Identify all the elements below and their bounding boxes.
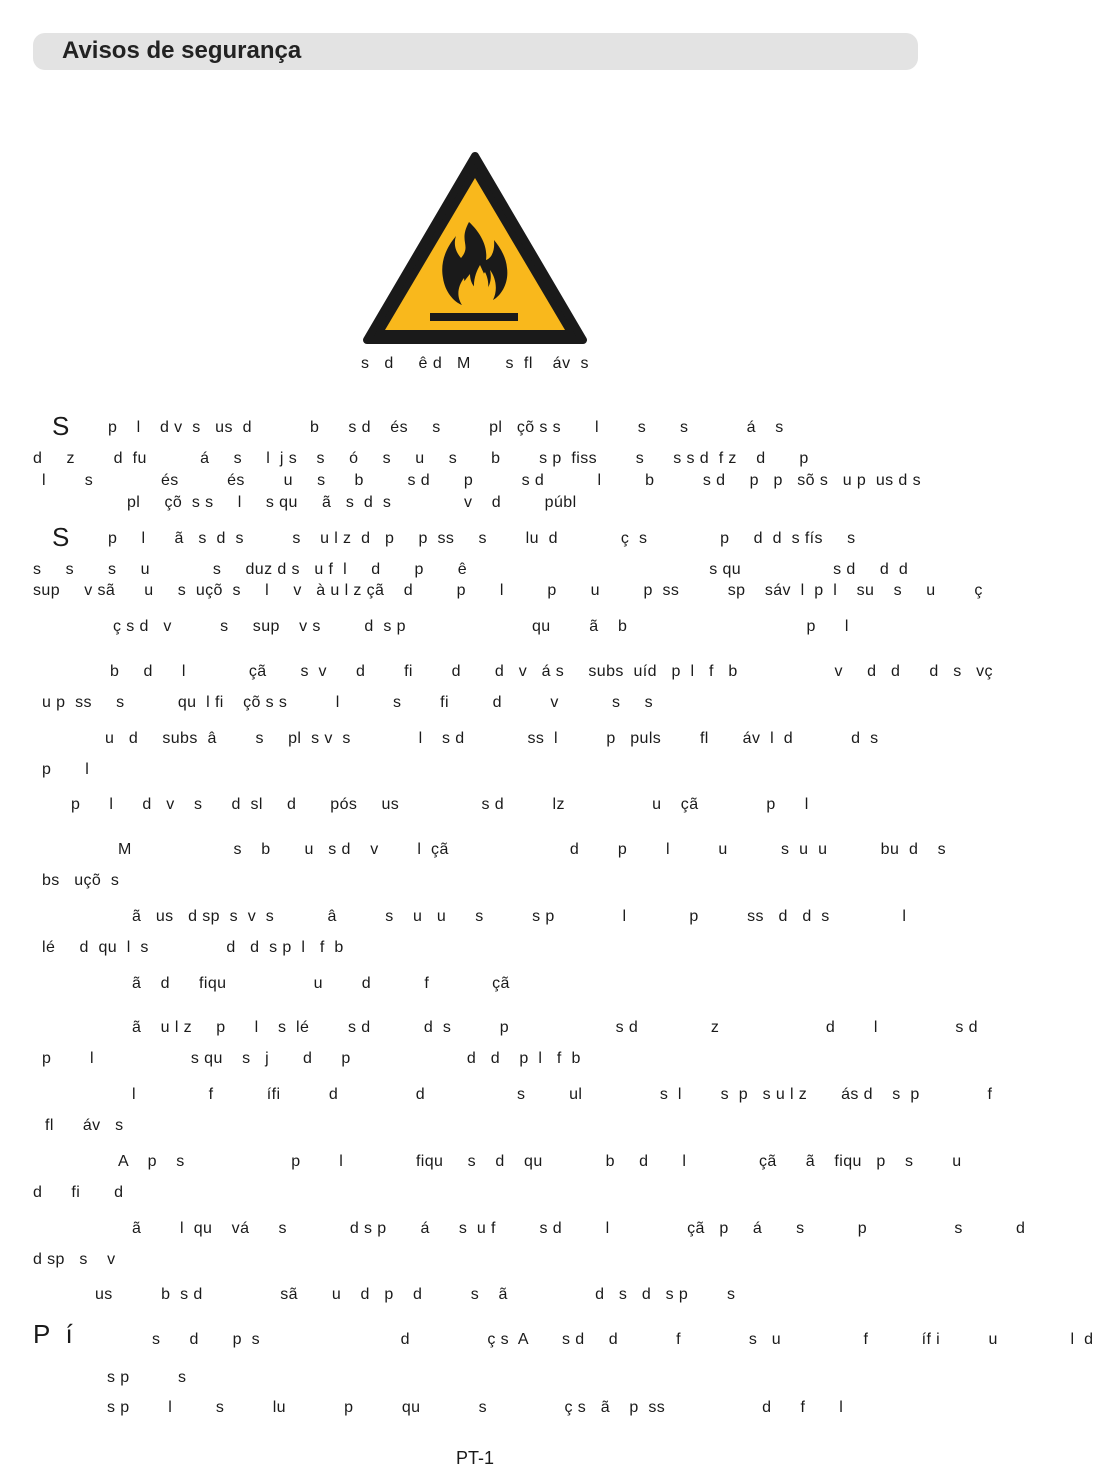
text-line: bs uçõ s: [42, 872, 120, 889]
text-line: ç s d v s sup v s d s p qu ã b p l: [113, 618, 849, 635]
text-line: s s s u s duz d s u f l d p ê s qu s d d d: [33, 561, 909, 578]
text-line: ã us d sp s v s â s u u s s p l p ss d d s l: [132, 908, 907, 925]
text-line: p l d v s d sl d pós us s d lz u çã p l: [71, 796, 809, 813]
text-line: us b s d sã u d p d s ã d s d s p s: [95, 1286, 736, 1303]
paragraph-initial: S: [52, 522, 70, 552]
text-line: s p l s lu p qu s ç s ã p ss d f l: [107, 1399, 844, 1416]
text-line: p l ã s d s s u l z d p p ss s lu d ç s p d d s fís s: [108, 530, 856, 547]
text-line: s d p s d ç s A s d d f s u f íf i u l d: [152, 1331, 1093, 1348]
text-line: u d subs â s pl s v s l s d ss l p puls fl áv l d d s: [105, 730, 879, 747]
text-line: s p s: [107, 1369, 187, 1386]
section-title: Avisos de segurança: [62, 37, 302, 64]
text-line: d fi d: [33, 1184, 124, 1201]
text-line: sup v sã u s uçõ s l v à u l z çã d p l p u p ss sp sáv l p l su s u ç: [33, 582, 983, 599]
text-line: p l d v s us d b s d és s pl çõ s s l s s á s: [108, 419, 784, 436]
paragraph-initial: S: [52, 411, 70, 441]
text-line: fl áv s: [45, 1117, 124, 1134]
text-line: d sp s v: [33, 1251, 116, 1268]
text-line: ã u l z p l s lé s d d s p s d z d l s d: [132, 1019, 978, 1036]
paragraph-initial: P í: [33, 1319, 74, 1349]
sign-caption: s d ê d M s fl áv s: [361, 355, 589, 372]
text-line: M s b u s d v l çã d p l u s u u bu d s: [118, 841, 947, 858]
text-line: ã l qu vá s d s p á s u f s d l çã p á s p s d: [132, 1220, 1026, 1237]
text-line: A p s p l fiqu s d qu b d l çã ã fiqu p s u: [118, 1153, 962, 1170]
text-line: p l s qu s j d p d d p l f b: [42, 1050, 581, 1067]
text-line: l s és és u s b s d p s d l b s d p p sõ s u p us d s: [42, 472, 921, 489]
text-line: b d l çã s v d fi d d v á s subs uíd p l f b v d d d s vç: [110, 663, 993, 680]
text-line: lé d qu l s d d s p l f b: [42, 939, 344, 956]
text-line: p l: [42, 761, 90, 778]
flammable-warning-icon: [362, 150, 588, 348]
section-header-bar: [33, 33, 918, 70]
text-line: l f ífi d d s ul s l s p s u l z ás d s p f: [132, 1086, 993, 1103]
text-line: u p ss s qu l fi çõ s s l s fi d v s s: [42, 694, 654, 711]
page-number: PT-1: [455, 1448, 494, 1468]
text-line: d z d fu á s l j s s ó s u s b s p fiss s s s d f z d p: [33, 450, 809, 467]
text-line: ã d fiqu u d f çã: [132, 975, 510, 992]
text-line: pl çõ s s l s qu ã s d s v d públ: [127, 494, 577, 511]
